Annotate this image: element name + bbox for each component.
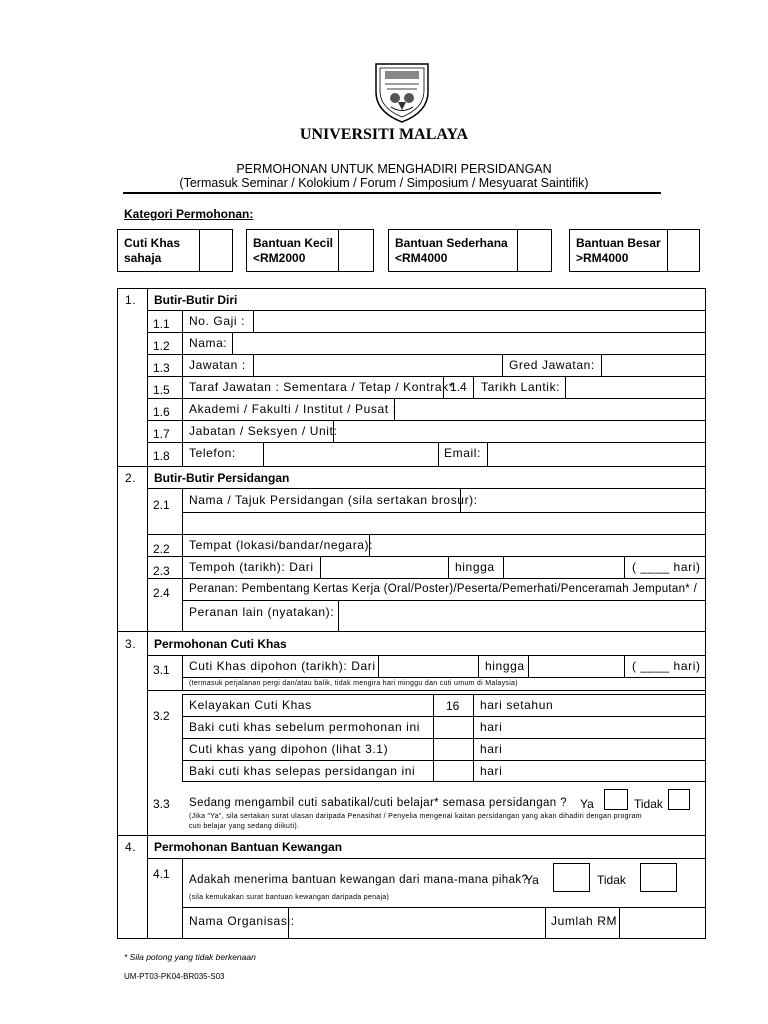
field-label-telefon: Telefon: xyxy=(189,446,236,460)
field-label-nama: Nama: xyxy=(189,336,228,350)
kategori-label: >RM4000 xyxy=(576,251,629,265)
item-number: 1.3 xyxy=(153,361,170,375)
baki-sebelum-label: Baki cuti khas sebelum permohonan ini xyxy=(189,720,420,734)
section-2-title: Butir-Butir Persidangan xyxy=(154,471,290,485)
telefon-input[interactable] xyxy=(264,443,437,465)
kategori-label: Bantuan Sederhana xyxy=(395,236,508,250)
bantuan-ya-checkbox[interactable] xyxy=(553,863,590,892)
form-subtitle: (Termasuk Seminar / Kolokium / Forum / Simposium / Mesyuarat Saintifik) xyxy=(179,176,589,190)
kelayakan-unit: hari setahun xyxy=(480,698,554,712)
item-number: 2.1 xyxy=(153,498,170,512)
baki-sebelum-input[interactable] xyxy=(434,717,473,738)
item-number: 3.1 xyxy=(153,663,170,677)
field-label-gred-jawatan: Gred Jawatan: xyxy=(509,358,595,372)
item-number: 2.4 xyxy=(153,586,170,600)
field-label-akademi: Akademi / Fakulti / Institut / Pusat : xyxy=(189,402,397,416)
field-label-jumlah-rm: Jumlah RM xyxy=(551,914,618,928)
bantuan-ya-label: Ya xyxy=(525,873,539,887)
jawatan-input[interactable] xyxy=(254,355,501,376)
university-name: UNIVERSITI MALAYA xyxy=(299,126,469,143)
kategori-label: Bantuan Besar xyxy=(576,236,661,250)
section-4-number: 4. xyxy=(125,840,137,854)
nama-input[interactable] xyxy=(233,333,705,354)
item-number: 3.3 xyxy=(153,797,170,811)
cuti-khas-hingga-input[interactable] xyxy=(529,656,623,677)
kelayakan-value: 16 xyxy=(446,699,460,713)
field-label-nama-organisasi: Nama Organisasi: xyxy=(189,914,295,928)
field-label-peranan-lain: Peranan lain (nyatakan): xyxy=(189,605,335,619)
item-number: 1.6 xyxy=(153,405,170,419)
kategori-bantuan-sederhana-checkbox[interactable] xyxy=(518,230,551,271)
jumlah-rm-input[interactable] xyxy=(620,908,705,938)
hari-unit: hari xyxy=(480,764,503,778)
kategori-label: <RM4000 xyxy=(395,251,448,265)
kategori-label: Cuti Khas xyxy=(124,236,181,250)
sabatikal-ya-label: Ya xyxy=(580,797,594,811)
peranan-lain-input[interactable] xyxy=(339,601,705,631)
item-number: 1.7 xyxy=(153,427,170,441)
field-label-no-gaji: No. Gaji : xyxy=(189,314,246,328)
item-number: 2.3 xyxy=(153,564,170,578)
item-number: 1.8 xyxy=(153,449,170,463)
nama-persidangan-line2-input[interactable] xyxy=(183,513,705,534)
item-number: 1.5 xyxy=(153,383,170,397)
baki-selepas-label: Baki cuti khas selepas persidangan ini xyxy=(189,764,416,778)
field-label-hingga: hingga xyxy=(455,560,495,574)
cuti-dipohon-input[interactable] xyxy=(434,739,473,760)
sabatikal-ya-checkbox[interactable] xyxy=(604,789,628,810)
bantuan-tidak-checkbox[interactable] xyxy=(640,863,677,892)
header-rule xyxy=(123,192,661,194)
tempoh-dari-input[interactable] xyxy=(321,557,447,578)
field-label-nama-persidangan: Nama / Tajuk Persidangan (sila sertakan brosur): xyxy=(189,493,478,507)
section-1-title: Butir-Butir Diri xyxy=(154,293,238,307)
email-input[interactable] xyxy=(488,443,705,465)
section-3-number: 3. xyxy=(125,637,137,651)
field-label-sabatikal: Sedang mengambil cuti sabatikal/cuti belajar* semasa persidangan ? xyxy=(189,797,567,809)
form-code: UM-PT03-PK04-BR035-S03 xyxy=(124,972,225,981)
item-number: 1.2 xyxy=(153,339,170,353)
gred-jawatan-input[interactable] xyxy=(602,355,705,376)
nama-persidangan-input[interactable] xyxy=(461,489,705,512)
section-3-title: Permohonan Cuti Khas xyxy=(154,637,287,651)
footnote: * Sila potong yang tidak berkenaan xyxy=(124,952,256,962)
note-bantuan-kewangan: (sila kemukakan surat bantuan kewangan daripada penaja) xyxy=(189,894,390,901)
section-1-number: 1. xyxy=(125,293,137,307)
item-number: 3.2 xyxy=(153,709,170,723)
field-label-bantuan-kewangan: Adakah menerima bantuan kewangan dari mana-mana pihak? xyxy=(189,874,529,886)
number-column-divider xyxy=(147,288,148,939)
cuti-khas-dari-input[interactable] xyxy=(379,656,477,677)
item-number: 1.4 xyxy=(450,380,467,394)
item-number: 1.1 xyxy=(153,317,170,331)
cuti-dipohon-label: Cuti khas yang dipohon (lihat 3.1) xyxy=(189,742,389,756)
field-label-tempat: Tempat (lokasi/bandar/negara): xyxy=(189,538,374,552)
tempoh-hingga-input[interactable] xyxy=(504,557,623,578)
field-label-tempoh-dari: Tempoh (tarikh): Dari xyxy=(189,560,314,574)
note-cuti-khas: (termasuk perjalanan pergi dan/atau balik, tidak mengira hari minggu dan cuti umum di Malaysia) xyxy=(189,680,518,687)
jabatan-input[interactable] xyxy=(334,421,705,442)
kategori-label: sahaja xyxy=(124,251,162,265)
note-sabatikal-line2: cuti belajar yang sedang diikuti). xyxy=(189,823,300,830)
field-label-jabatan: Jabatan / Seksyen / Unit: xyxy=(189,424,338,438)
field-label-hingga: hingga xyxy=(485,659,525,673)
cuti-khas-hari-field[interactable]: ( ____ hari) xyxy=(632,659,701,673)
kelayakan-label: Kelayakan Cuti Khas xyxy=(189,698,312,712)
note-sabatikal: (Jika "Ya", sila sertakan surat ulasan daripada Penasihat / Penyelia mengenai kaitan persidangan yang akan dihadiri dengan program xyxy=(189,813,642,820)
section-2-number: 2. xyxy=(125,471,137,485)
field-label-jawatan: Jawatan : xyxy=(189,358,246,372)
kategori-bantuan-besar-checkbox[interactable] xyxy=(668,230,699,271)
hari-unit: hari xyxy=(480,720,503,734)
field-label-taraf-jawatan: Taraf Jawatan : Sementara / Tetap / Kontrak* xyxy=(189,380,454,394)
kategori-label: Bantuan Kecil xyxy=(253,236,334,250)
tempat-input[interactable] xyxy=(370,535,705,556)
baki-selepas-input[interactable] xyxy=(434,761,473,782)
sabatikal-tidak-label: Tidak xyxy=(634,797,663,811)
sabatikal-tidak-checkbox[interactable] xyxy=(668,789,690,810)
field-label-tarikh-lantik: Tarikh Lantik: xyxy=(481,380,561,394)
nama-organisasi-input[interactable] xyxy=(289,908,544,938)
field-label-cuti-khas-dari: Cuti Khas dipohon (tarikh): Dari xyxy=(189,659,376,673)
tarikh-lantik-input[interactable] xyxy=(566,377,705,398)
university-crest-logo xyxy=(373,62,431,124)
item-number: 2.2 xyxy=(153,542,170,556)
tempoh-hari-field[interactable]: ( ____ hari) xyxy=(632,560,701,574)
form-title: PERMOHONAN UNTUK MENGHADIRI PERSIDANGAN xyxy=(236,162,552,176)
kategori-heading: Kategori Permohonan: xyxy=(124,207,254,221)
item-number: 4.1 xyxy=(153,867,170,881)
hari-unit: hari xyxy=(480,742,503,756)
kategori-cuti-khas-checkbox[interactable] xyxy=(200,230,232,271)
field-label-email: Email: xyxy=(444,446,481,460)
no-gaji-input[interactable] xyxy=(254,311,705,332)
kategori-label: <RM2000 xyxy=(253,251,306,265)
kategori-bantuan-kecil-checkbox[interactable] xyxy=(339,230,373,271)
akademi-input[interactable] xyxy=(395,399,705,420)
field-label-peranan: Peranan: Pembentang Kertas Kerja (Oral/Poster)/Peserta/Pemerhati/Penceramah Jemputan* / xyxy=(189,583,698,595)
section-4-title: Permohonan Bantuan Kewangan xyxy=(154,840,343,854)
bantuan-tidak-label: Tidak xyxy=(597,873,626,887)
